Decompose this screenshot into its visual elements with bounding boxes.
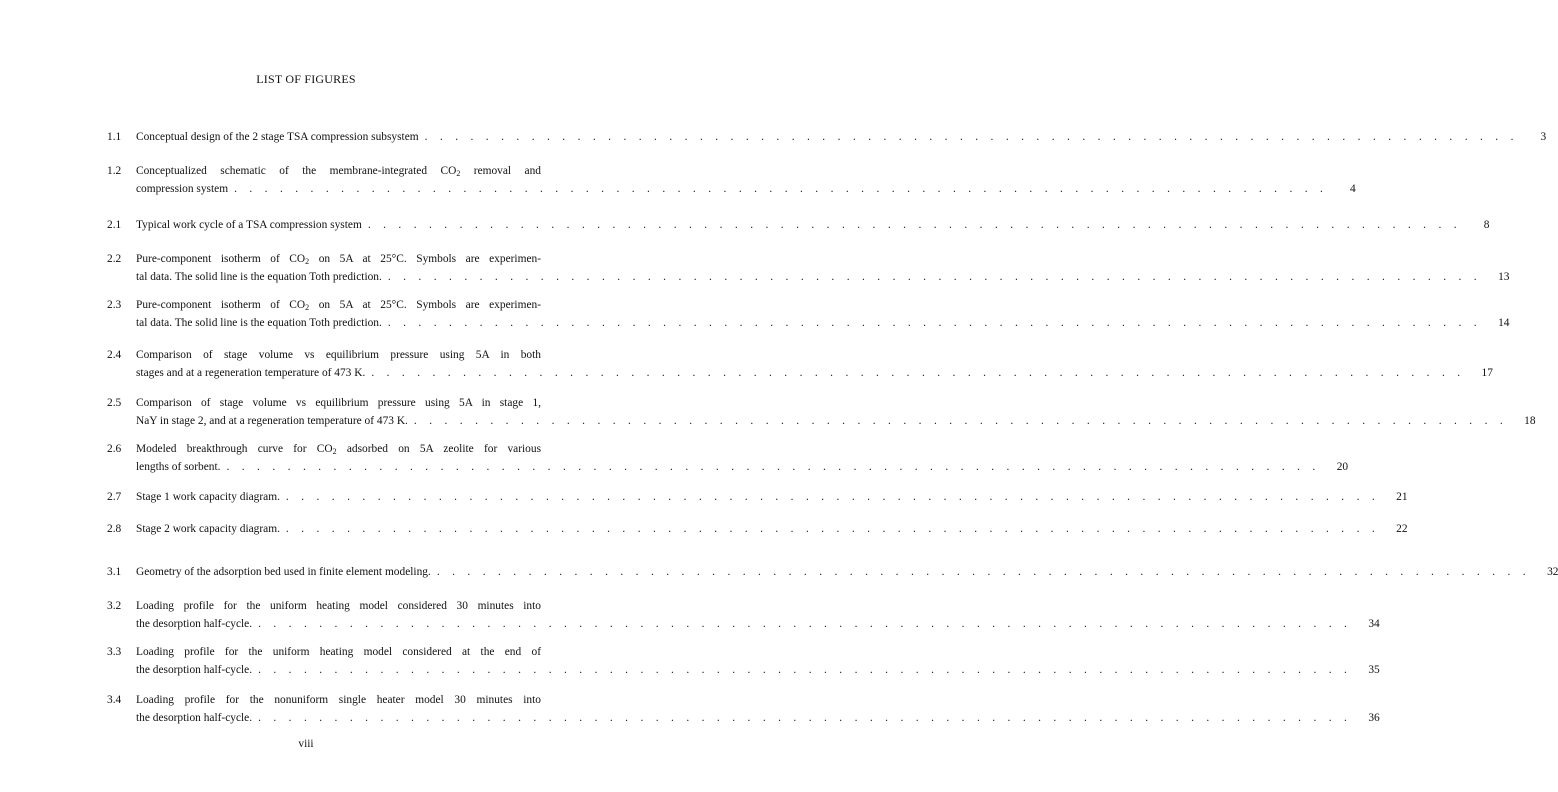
figure-number: 1.1: [107, 131, 122, 143]
figure-number: 2.8: [107, 523, 122, 535]
figure-caption-line: Pure-component isotherm of $CO_2$ on 5A at 25°C. Symbols are experimen-: [136, 253, 541, 266]
figure-caption-line: Comparison of stage volume vs equilibrium pressure using 5A in both: [136, 349, 541, 361]
figure-number: 3.2: [107, 600, 122, 612]
figure-page-number: 13: [1498, 271, 1510, 283]
figure-page-number: 21: [1396, 491, 1408, 503]
dot-leader: . . . . . . . . . . . . . . . . . . . . . . . . . . . . . . . . . . . . . . . . . . . . . . . . . . . . . . . . . . . . . . . . . . . . . . . .: [367, 219, 1462, 231]
figure-caption-line: Comparison of stage volume vs equilibrium pressure using 5A in stage 1,: [136, 397, 541, 409]
figure-page-number: 35: [1368, 664, 1380, 676]
dot-leader: . . . . . . . . . . . . . . . . . . . . . . . . . . . . . . . . . . . . . . . . . . . . . . . . . . . . . . . . . . . . . . . . . . . . . . . .: [424, 131, 1519, 143]
figure-page-number: 8: [1483, 219, 1490, 231]
figure-page-number: 20: [1336, 461, 1349, 473]
figure-page-number: 36: [1368, 712, 1380, 724]
dot-leader: . . . . . . . . . . . . . . . . . . . . . . . . . . . . . . . . . . . . . . . . . . . . . . . . . . . . . . . . . . . . . . . . . . . . . . . .: [285, 523, 1380, 535]
figure-caption-line: Modeled breakthrough curve for $CO_2$ adsorbed on 5A zeolite for various: [136, 443, 542, 456]
figure-page-number: 14: [1498, 317, 1510, 329]
figure-caption-line: Stage 2 work capacity diagram.: [136, 523, 280, 535]
figure-number: 1.2: [107, 165, 122, 177]
figure-page-number: 18: [1524, 415, 1536, 427]
figure-number: 2.3: [107, 299, 122, 311]
dot-leader: . . . . . . . . . . . . . . . . . . . . . . . . . . . . . . . . . . . . . . . . . . . . . . . . . . . . . . . . . . . . . . . . . . . . . . . .: [285, 491, 1380, 503]
figure-caption-line: Geometry of the adsorption bed used in finite element modeling.: [136, 566, 431, 578]
figure-page-number: 4: [1350, 183, 1356, 195]
dot-leader: . . . . . . . . . . . . . . . . . . . . . . . . . . . . . . . . . . . . . . . . . . . . . . . . . . . . . . . . . . . . . . . . . . . . . . . .: [413, 415, 1508, 427]
figure-page-number: 22: [1396, 523, 1408, 535]
figure-caption-line: tal data. The solid line is the equation Toth prediction.: [136, 317, 382, 329]
dot-leader: . . . . . . . . . . . . . . . . . . . . . . . . . . . . . . . . . . . . . . . . . . . . . . . . . . . . . . . . . . . . . . . . . . . . . . . .: [258, 712, 1352, 724]
figure-caption-line: Pure-component isotherm of $CO_2$ on 5A at 25°C. Symbols are experimen-: [136, 299, 541, 312]
figure-caption-line: the desorption half-cycle.: [136, 664, 253, 676]
figure-page-number: 3: [1540, 131, 1547, 143]
figure-number: 3.1: [107, 566, 122, 578]
figure-caption-line: NaY in stage 2, and at a regeneration temperature of 473 K.: [136, 415, 408, 427]
figure-caption-line: Loading profile for the nonuniform single heater model 30 minutes into: [136, 694, 541, 706]
figure-number: 2.4: [107, 349, 122, 361]
dot-leader: . . . . . . . . . . . . . . . . . . . . . . . . . . . . . . . . . . . . . . . . . . . . . . . . . . . . . . . . . . . . . . . . . . . . . . . .: [387, 317, 1482, 329]
dot-leader: . . . . . . . . . . . . . . . . . . . . . . . . . . . . . . . . . . . . . . . . . . . . . . . . . . . . . . . . . . . . . . . . . . . . . . . .: [436, 566, 1531, 578]
figure-page-number: 17: [1481, 367, 1493, 379]
figure-number: 3.3: [107, 646, 122, 658]
figure-caption-line: the desorption half-cycle.: [136, 712, 253, 724]
figure-number: 2.5: [107, 397, 122, 409]
figure-caption-line: stages and at a regeneration temperature of 473 K.: [136, 367, 366, 379]
figure-number: 3.4: [107, 694, 122, 706]
page-number: viii: [298, 738, 314, 750]
figure-number: 2.2: [107, 253, 122, 265]
figure-number: 2.1: [107, 219, 122, 231]
dot-leader: . . . . . . . . . . . . . . . . . . . . . . . . . . . . . . . . . . . . . . . . . . . . . . . . . . . . . . . . . . . . . . . . . . . . . . . .: [258, 664, 1352, 676]
figure-caption-line: Loading profile for the uniform heating model considered at the end of: [136, 646, 541, 658]
figure-caption-line: the desorption half-cycle.: [136, 618, 253, 630]
dot-leader: . . . . . . . . . . . . . . . . . . . . . . . . . . . . . . . . . . . . . . . . . . . . . . . . . . . . . . . . . . . . . . . . . . . . . . . .: [371, 367, 1465, 379]
dot-leader: . . . . . . . . . . . . . . . . . . . . . . . . . . . . . . . . . . . . . . . . . . . . . . . . . . . . . . . . . . . . . . . . . . . . . . . .: [258, 618, 1352, 630]
figure-page-number: 34: [1368, 618, 1380, 630]
figure-number: 2.6: [107, 443, 122, 455]
figure-caption-line: Typical work cycle of a TSA compression system: [136, 219, 362, 231]
dot-leader: . . . . . . . . . . . . . . . . . . . . . . . . . . . . . . . . . . . . . . . . . . . . . . . . . . . . . . . . . . . . . . . . . . . . . . . .: [234, 183, 1328, 195]
figure-caption-line: Stage 1 work capacity diagram.: [136, 491, 280, 503]
dot-leader: . . . . . . . . . . . . . . . . . . . . . . . . . . . . . . . . . . . . . . . . . . . . . . . . . . . . . . . . . . . . . . . . . . . . . . . .: [387, 271, 1482, 283]
figure-caption-line: Loading profile for the uniform heating model considered 30 minutes into: [136, 600, 541, 612]
page-heading: LIST OF FIGURES: [256, 72, 356, 86]
figure-caption-line: tal data. The solid line is the equation Toth prediction.: [136, 271, 382, 283]
figure-caption-line: lengths of sorbent.: [136, 461, 221, 473]
figure-caption-line: compression system: [136, 183, 229, 195]
figure-caption-line: Conceptual design of the 2 stage TSA compression subsystem: [136, 131, 419, 143]
figure-page-number: 32: [1547, 566, 1558, 578]
dot-leader: . . . . . . . . . . . . . . . . . . . . . . . . . . . . . . . . . . . . . . . . . . . . . . . . . . . . . . . . . . . . . . . . . . . . . . . .: [226, 461, 1321, 473]
figure-caption-line: Conceptualized schematic of the membrane-integrated $CO_2$ removal and: [136, 165, 541, 178]
figure-number: 2.7: [107, 491, 122, 503]
